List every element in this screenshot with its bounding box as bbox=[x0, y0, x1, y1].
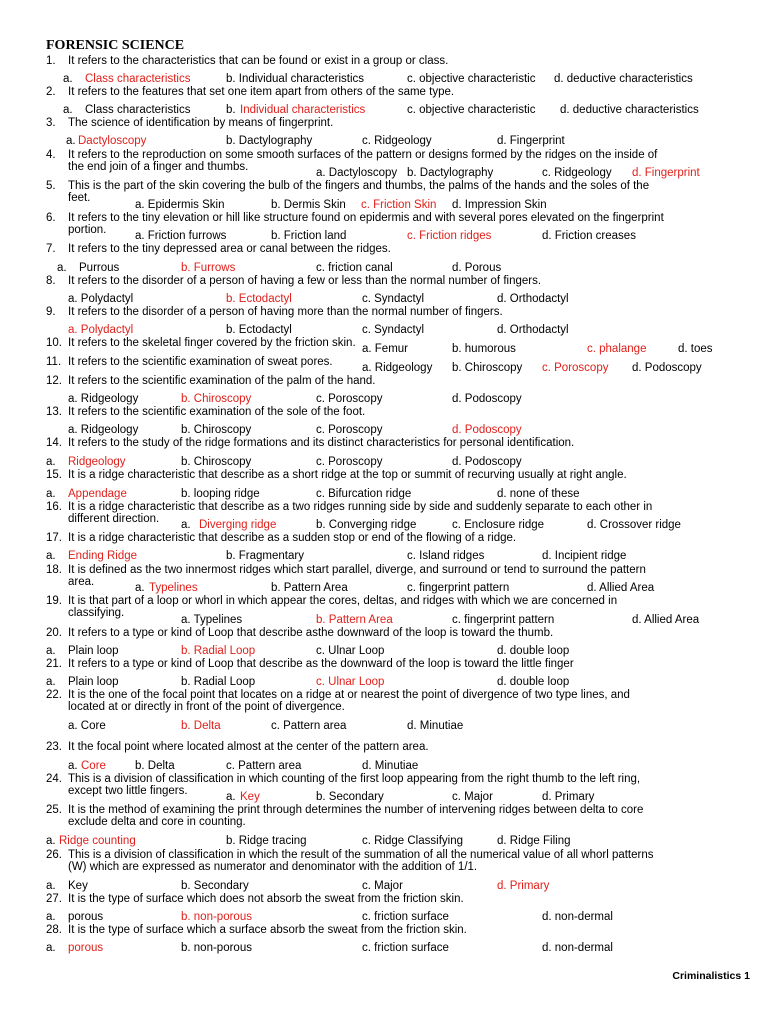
question-1-text-line: It refers to the characteristics that can be found or exist in a group or class. bbox=[68, 55, 449, 67]
question-5-number: 5. bbox=[46, 180, 56, 192]
question-10-number: 10. bbox=[46, 337, 62, 349]
question-25-number: 25. bbox=[46, 804, 62, 816]
question-27-text-line: It is the type of surface which does not absorb the sweat from the friction skin. bbox=[68, 893, 464, 905]
question-5-text-line: This is the part of the skin covering the bulb of the fingers and thumbs, the palms of the hands and the soles of the bbox=[68, 180, 650, 192]
question-20-choice: Plain loop bbox=[68, 645, 119, 657]
question-9-number: 9. bbox=[46, 306, 56, 318]
question-17-choice: a. bbox=[46, 550, 56, 562]
question-25-answer-choice: Ridge counting bbox=[59, 835, 136, 847]
question-9-choice: d. Orthodactyl bbox=[497, 324, 569, 336]
question-24-answer-choice: Key bbox=[240, 791, 260, 803]
question-6-choice: a. Friction furrows bbox=[135, 230, 227, 242]
page-footer: Criminalistics 1 bbox=[672, 970, 750, 982]
question-22-text-line: It is the one of the focal point that locates on a ridge at or nearest the point of divergence of two type lines, and bbox=[68, 689, 630, 701]
question-3-choice: b. Dactylography bbox=[226, 135, 313, 147]
question-3-text-line: The science of identification by means of fingerprint. bbox=[68, 117, 334, 129]
question-21-text-line: It refers to a type or kind of Loop that describe as the downward of the loop is toward the little finger bbox=[68, 658, 574, 670]
question-22-choice: d. Minutiae bbox=[407, 720, 464, 732]
question-27-number: 27. bbox=[46, 893, 62, 905]
question-16-number: 16. bbox=[46, 501, 62, 513]
question-19-text-line: classifying. bbox=[68, 607, 125, 619]
question-4-number: 4. bbox=[46, 149, 56, 161]
question-17-choice: c. Island ridges bbox=[407, 550, 485, 562]
question-2-choice: b. bbox=[226, 104, 236, 116]
question-19-choice: d. Allied Area bbox=[632, 614, 700, 626]
question-15-answer-choice: Appendage bbox=[68, 488, 127, 500]
question-3-answer-choice: Dactyloscopy bbox=[78, 135, 147, 147]
question-16-choice: c. Enclosure ridge bbox=[452, 519, 545, 531]
question-4-choice: a. Dactyloscopy bbox=[316, 167, 398, 179]
question-21-number: 21. bbox=[46, 658, 62, 670]
question-25-text-line: It is the method of examining the print through determines the number of intervening ridges between delta to core bbox=[68, 804, 644, 816]
question-26-answer-choice: d. Primary bbox=[497, 880, 550, 892]
question-15-text-line: It is a ridge characteristic that describe as a short ridge at the top or summit of recurving usually at right angle. bbox=[68, 469, 627, 481]
question-2-choice: a. bbox=[63, 104, 73, 116]
question-7-choice: d. Porous bbox=[452, 262, 502, 274]
question-26-text-line: This is a division of classification in which the result of the summation of all the numerical value of all whorl patterns bbox=[68, 849, 654, 861]
question-24-choice: a. bbox=[226, 791, 236, 803]
question-1-choice: a. bbox=[63, 73, 73, 85]
question-20-choice: c. Ulnar Loop bbox=[316, 645, 385, 657]
question-1-choice: d. deductive characteristics bbox=[554, 73, 693, 85]
question-18-answer-choice: Typelines bbox=[149, 582, 198, 594]
question-3-number: 3. bbox=[46, 117, 56, 129]
question-7-choice: a. bbox=[57, 262, 67, 274]
question-4-choice: c. Ridgeology bbox=[542, 167, 612, 179]
question-16-choice: a. bbox=[181, 519, 191, 531]
question-22-text-line: located at or directly in front of the point of divergence. bbox=[68, 701, 345, 713]
question-8-text-line: It refers to the disorder of a person of having a few or less than the normal number of fingers. bbox=[68, 275, 542, 287]
question-26-choice: a. bbox=[46, 880, 56, 892]
question-1-answer-choice: Class characteristics bbox=[85, 73, 191, 85]
question-23-choice: c. Pattern area bbox=[226, 760, 302, 772]
question-5-choice: d. Impression Skin bbox=[452, 199, 547, 211]
question-28-choice: b. non-porous bbox=[181, 942, 252, 954]
question-17-answer-choice: Ending Ridge bbox=[68, 550, 138, 562]
question-7-choice: c. friction canal bbox=[316, 262, 393, 274]
question-26-choice: c. Major bbox=[362, 880, 403, 892]
question-13-choice: c. Poroscopy bbox=[316, 424, 383, 436]
question-21-answer-choice: c. Ulnar Loop bbox=[316, 676, 385, 688]
question-13-answer-choice: d. Podoscopy bbox=[452, 424, 522, 436]
question-10-answer-choice: c. phalange bbox=[587, 343, 647, 355]
question-17-text-line: It is a ridge characteristic that describe as a sudden stop or end of the flowing of a ridge. bbox=[68, 532, 517, 544]
question-3-choice: d. Fingerprint bbox=[497, 135, 565, 147]
question-24-text-line: except two little fingers. bbox=[68, 785, 188, 797]
question-4-answer-choice: d. Fingerprint bbox=[632, 167, 700, 179]
question-2-text-line: It refers to the features that set one item apart from others of the same type. bbox=[68, 86, 455, 98]
question-6-text-line: portion. bbox=[68, 224, 107, 236]
question-18-text-line: area. bbox=[68, 576, 95, 588]
question-12-text-line: It refers to the scientific examination of the palm of the hand. bbox=[68, 375, 376, 387]
question-11-choice: b. Chiroscopy bbox=[452, 362, 523, 374]
question-8-number: 8. bbox=[46, 275, 56, 287]
question-11-choice: a. Ridgeology bbox=[362, 362, 433, 374]
question-26-choice: Key bbox=[68, 880, 88, 892]
question-6-choice: d. Friction creases bbox=[542, 230, 636, 242]
question-4-text-line: the end join of a finger and thumbs. bbox=[68, 161, 249, 173]
question-23-text-line: It the focal point where located almost at the center of the pattern area. bbox=[68, 741, 429, 753]
question-18-choice: a. bbox=[135, 582, 145, 594]
question-23-choice: a. bbox=[68, 760, 78, 772]
question-12-number: 12. bbox=[46, 375, 62, 387]
question-28-choice: a. bbox=[46, 942, 56, 954]
question-27-choice: a. bbox=[46, 911, 56, 923]
question-6-choice: b. Friction land bbox=[271, 230, 347, 242]
question-10-choice: b. humorous bbox=[452, 343, 516, 355]
question-25-choice: c. Ridge Classifying bbox=[362, 835, 463, 847]
question-19-choice: a. Typelines bbox=[181, 614, 243, 626]
question-14-choice: c. Poroscopy bbox=[316, 456, 383, 468]
question-28-choice: c. friction surface bbox=[362, 942, 449, 954]
question-24-number: 24. bbox=[46, 773, 62, 785]
question-6-number: 6. bbox=[46, 212, 56, 224]
question-7-text-line: It refers to the tiny depressed area or canal between the ridges. bbox=[68, 243, 391, 255]
question-25-text-line: exclude delta and core in counting. bbox=[68, 816, 246, 828]
question-23-choice: d. Minutiae bbox=[362, 760, 419, 772]
question-18-choice: d. Allied Area bbox=[587, 582, 655, 594]
question-21-choice: Plain loop bbox=[68, 676, 119, 688]
question-13-number: 13. bbox=[46, 406, 62, 418]
question-11-answer-choice: c. Poroscopy bbox=[542, 362, 609, 374]
question-12-choice: a. Ridgeology bbox=[68, 393, 139, 405]
question-1-number: 1. bbox=[46, 55, 56, 67]
question-26-text-line: (W) which are expressed as numerator and denominator with the addition of 1/1. bbox=[68, 861, 478, 873]
question-21-choice: b. Radial Loop bbox=[181, 676, 256, 688]
question-18-text-line: It is defined as the two innermost ridges which start parallel, diverge, and surround or tend to surround the pattern bbox=[68, 564, 646, 576]
question-24-choice: c. Major bbox=[452, 791, 493, 803]
question-10-choice: a. Femur bbox=[362, 343, 409, 355]
question-13-text-line: It refers to the scientific examination of the sole of the foot. bbox=[68, 406, 366, 418]
question-28-choice: d. non-dermal bbox=[542, 942, 613, 954]
question-23-number: 23. bbox=[46, 741, 62, 753]
question-13-choice: b. Chiroscopy bbox=[181, 424, 252, 436]
question-14-text-line: It refers to the study of the ridge formations and its distinct characteristics for personal identification. bbox=[68, 437, 575, 449]
question-19-number: 19. bbox=[46, 595, 62, 607]
question-28-text-line: It is the type of surface which a surface absorb the sweat from the friction skin. bbox=[68, 924, 467, 936]
question-16-answer-choice: Diverging ridge bbox=[199, 519, 277, 531]
question-12-choice: d. Podoscopy bbox=[452, 393, 522, 405]
question-19-choice: c. fingerprint pattern bbox=[452, 614, 555, 626]
question-7-choice: Purrous bbox=[79, 262, 120, 274]
question-9-text-line: It refers to the disorder of a person of having more than the normal number of fingers. bbox=[68, 306, 503, 318]
question-14-choice: a. bbox=[46, 456, 56, 468]
question-10-text-line: It refers to the skeletal finger covered by the friction skin. bbox=[68, 337, 356, 349]
question-17-number: 17. bbox=[46, 532, 62, 544]
question-16-text-line: It is a ridge characteristic that describe as a two ridges running side by side and suddenly separate to each other in bbox=[68, 501, 653, 513]
question-24-text-line: This is a division of classification in which counting of the first loop appearing from the right thumb to the left ring, bbox=[68, 773, 641, 785]
question-5-choice: a. Epidermis Skin bbox=[135, 199, 225, 211]
question-28-number: 28. bbox=[46, 924, 62, 936]
question-26-number: 26. bbox=[46, 849, 62, 861]
question-15-choice: a. bbox=[46, 488, 56, 500]
question-21-choice: d. double loop bbox=[497, 676, 570, 688]
question-14-answer-choice: Ridgeology bbox=[68, 456, 126, 468]
question-5-text-line: feet. bbox=[68, 192, 91, 204]
question-6-answer-choice: c. Friction ridges bbox=[407, 230, 492, 242]
question-22-number: 22. bbox=[46, 689, 62, 701]
question-7-answer-choice: b. Furrows bbox=[181, 262, 236, 274]
question-3-choice: c. Ridgeology bbox=[362, 135, 432, 147]
question-20-number: 20. bbox=[46, 627, 62, 639]
question-22-answer-choice: b. Delta bbox=[181, 720, 221, 732]
question-15-choice: c. Bifurcation ridge bbox=[316, 488, 412, 500]
question-10-choice: d. toes bbox=[678, 343, 713, 355]
question-9-answer-choice: a. Polydactyl bbox=[68, 324, 134, 336]
question-9-choice: b. Ectodactyl bbox=[226, 324, 292, 336]
question-17-choice: d. Incipient ridge bbox=[542, 550, 627, 562]
question-15-number: 15. bbox=[46, 469, 62, 481]
question-16-text-line: different direction. bbox=[68, 513, 160, 525]
question-19-answer-choice: b. Pattern Area bbox=[316, 614, 393, 626]
question-16-choice: d. Crossover ridge bbox=[587, 519, 681, 531]
question-19-text-line: It is that part of a loop or whorl in which appear the cores, deltas, and ridges with which we are concerned in bbox=[68, 595, 618, 607]
question-16-choice: b. Converging ridge bbox=[316, 519, 417, 531]
question-12-choice: c. Poroscopy bbox=[316, 393, 383, 405]
question-8-choice: a. Polydactyl bbox=[68, 293, 134, 305]
question-5-choice: b. Dermis Skin bbox=[271, 199, 346, 211]
question-4-text-line: It refers to the reproduction on some smooth surfaces of the pattern or designs formed by the ridges on the inside of bbox=[68, 149, 658, 161]
question-5-answer-choice: c. Friction Skin bbox=[361, 199, 437, 211]
question-22-choice: a. Core bbox=[68, 720, 106, 732]
question-28-answer-choice: porous bbox=[68, 942, 104, 954]
question-8-choice: c. Syndactyl bbox=[362, 293, 424, 305]
question-14-number: 14. bbox=[46, 437, 62, 449]
question-15-choice: b. looping ridge bbox=[181, 488, 260, 500]
question-18-choice: c. fingerprint pattern bbox=[407, 582, 510, 594]
question-27-choice: d. non-dermal bbox=[542, 911, 613, 923]
question-25-choice: b. Ridge tracing bbox=[226, 835, 307, 847]
question-23-answer-choice: Core bbox=[81, 760, 106, 772]
question-8-choice: d. Orthodactyl bbox=[497, 293, 569, 305]
question-11-number: 11. bbox=[46, 356, 62, 368]
question-18-choice: b. Pattern Area bbox=[271, 582, 348, 594]
question-8-answer-choice: b. Ectodactyl bbox=[226, 293, 292, 305]
question-24-choice: d. Primary bbox=[542, 791, 595, 803]
question-3-choice: a. bbox=[66, 135, 76, 147]
question-7-number: 7. bbox=[46, 243, 56, 255]
question-20-answer-choice: b. Radial Loop bbox=[181, 645, 256, 657]
question-6-text-line: It refers to the tiny elevation or hill like structure found on epidermis and with several pores elevated on the fingerprint bbox=[68, 212, 664, 224]
question-15-choice: d. none of these bbox=[497, 488, 580, 500]
question-14-choice: d. Podoscopy bbox=[452, 456, 522, 468]
question-1-choice: c. objective characteristic bbox=[407, 73, 536, 85]
question-27-answer-choice: b. non-porous bbox=[181, 911, 252, 923]
question-25-choice: a. bbox=[46, 835, 56, 847]
question-18-number: 18. bbox=[46, 564, 62, 576]
question-9-choice: c. Syndactyl bbox=[362, 324, 424, 336]
question-2-answer-choice: Individual characteristics bbox=[240, 104, 366, 116]
question-2-choice: c. objective characteristic bbox=[407, 104, 536, 116]
question-20-choice: a. bbox=[46, 645, 56, 657]
question-1-choice: b. Individual characteristics bbox=[226, 73, 365, 85]
question-21-choice: a. bbox=[46, 676, 56, 688]
question-2-choice: Class characteristics bbox=[85, 104, 191, 116]
question-12-answer-choice: b. Chiroscopy bbox=[181, 393, 252, 405]
question-23-choice: b. Delta bbox=[135, 760, 175, 772]
question-4-choice: b. Dactylography bbox=[407, 167, 494, 179]
question-27-choice: c. friction surface bbox=[362, 911, 449, 923]
question-25-choice: d. Ridge Filing bbox=[497, 835, 571, 847]
question-2-number: 2. bbox=[46, 86, 56, 98]
question-14-choice: b. Chiroscopy bbox=[181, 456, 252, 468]
question-11-text-line: It refers to the scientific examination of sweat pores. bbox=[68, 356, 333, 368]
question-20-text-line: It refers to a type or kind of Loop that describe asthe downward of the loop is toward the thumb. bbox=[68, 627, 554, 639]
question-22-choice: c. Pattern area bbox=[271, 720, 347, 732]
question-27-choice: porous bbox=[68, 911, 104, 923]
question-20-choice: d. double loop bbox=[497, 645, 570, 657]
question-26-choice: b. Secondary bbox=[181, 880, 249, 892]
page-title: FORENSIC SCIENCE bbox=[46, 38, 185, 53]
question-24-choice: b. Secondary bbox=[316, 791, 384, 803]
question-13-choice: a. Ridgeology bbox=[68, 424, 139, 436]
question-2-choice: d. deductive characteristics bbox=[560, 104, 699, 116]
question-17-choice: b. Fragmentary bbox=[226, 550, 304, 562]
question-11-choice: d. Podoscopy bbox=[632, 362, 702, 374]
